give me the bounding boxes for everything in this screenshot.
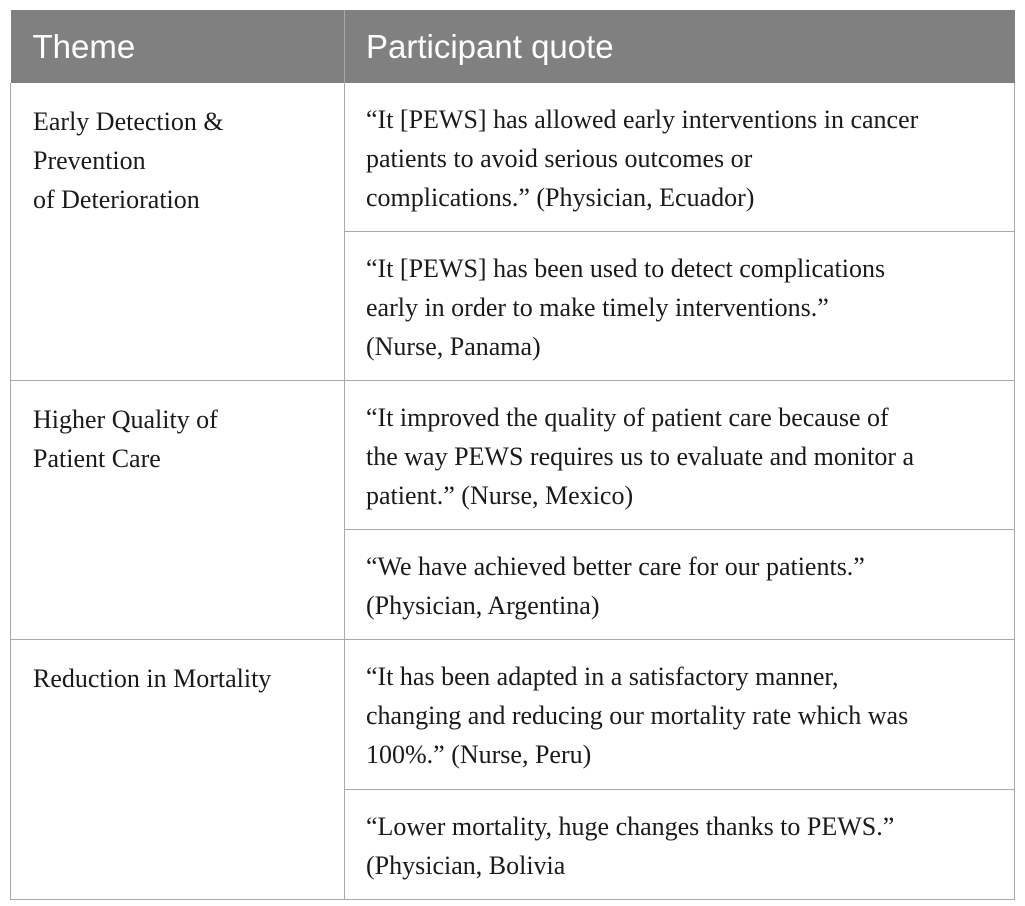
quote-text: “It has been adapted in a satisfactory manner, (366, 662, 839, 691)
table-header-row (11, 10, 1015, 83)
quote-text: early in order to make timely interventions.” (366, 293, 829, 322)
quote-text: “Lower mortality, huge changes thanks to PEWS.” (366, 812, 895, 841)
quote-text: the way PEWS requires us to evaluate and monitor a (366, 442, 915, 471)
quote-cell (345, 232, 1015, 381)
theme-cell (11, 381, 345, 640)
quote-text: changing and reducing our mortality rate which was (366, 701, 909, 730)
theme-cell (11, 640, 345, 900)
quote-cell (345, 530, 1015, 640)
table-row (11, 381, 1015, 530)
theme-text: Patient Care (33, 444, 161, 473)
quote-text: patient.” (Nurse, Mexico) (366, 481, 634, 510)
quote-text: “We have achieved better care for our patients.” (366, 552, 865, 581)
quote-text: (Physician, Bolivia (366, 851, 566, 880)
theme-text: Reduction in Mortality (33, 664, 272, 693)
theme-text: of Deterioration (33, 185, 200, 214)
quote-text: “It [PEWS] has allowed early interventions in cancer (366, 105, 919, 134)
quote-text: “It improved the quality of patient care because of (366, 403, 889, 432)
theme-text: Higher Quality of (33, 405, 218, 434)
quote-cell (345, 640, 1015, 790)
quote-cell (345, 381, 1015, 530)
header-participant-quote: Participant quote (345, 10, 1015, 83)
theme-cell (11, 83, 345, 381)
theme-text: Early Detection & (33, 107, 224, 136)
quote-text: “It [PEWS] has been used to detect complications (366, 254, 886, 283)
quote-text: (Nurse, Panama) (366, 332, 541, 361)
quote-text: 100%.” (Nurse, Peru) (366, 740, 592, 769)
quote-text: complications.” (Physician, Ecuador) (366, 183, 755, 212)
quotes-table-container (10, 10, 1014, 900)
quote-text: (Physician, Argentina) (366, 591, 600, 620)
quotes-table (10, 10, 1015, 900)
quote-cell (345, 83, 1015, 232)
quote-text: patients to avoid serious outcomes or (366, 144, 753, 173)
table-row (11, 640, 1015, 790)
header-theme: Theme (11, 10, 345, 83)
quote-cell (345, 790, 1015, 900)
theme-text: Prevention (33, 146, 146, 175)
table-row (11, 83, 1015, 232)
